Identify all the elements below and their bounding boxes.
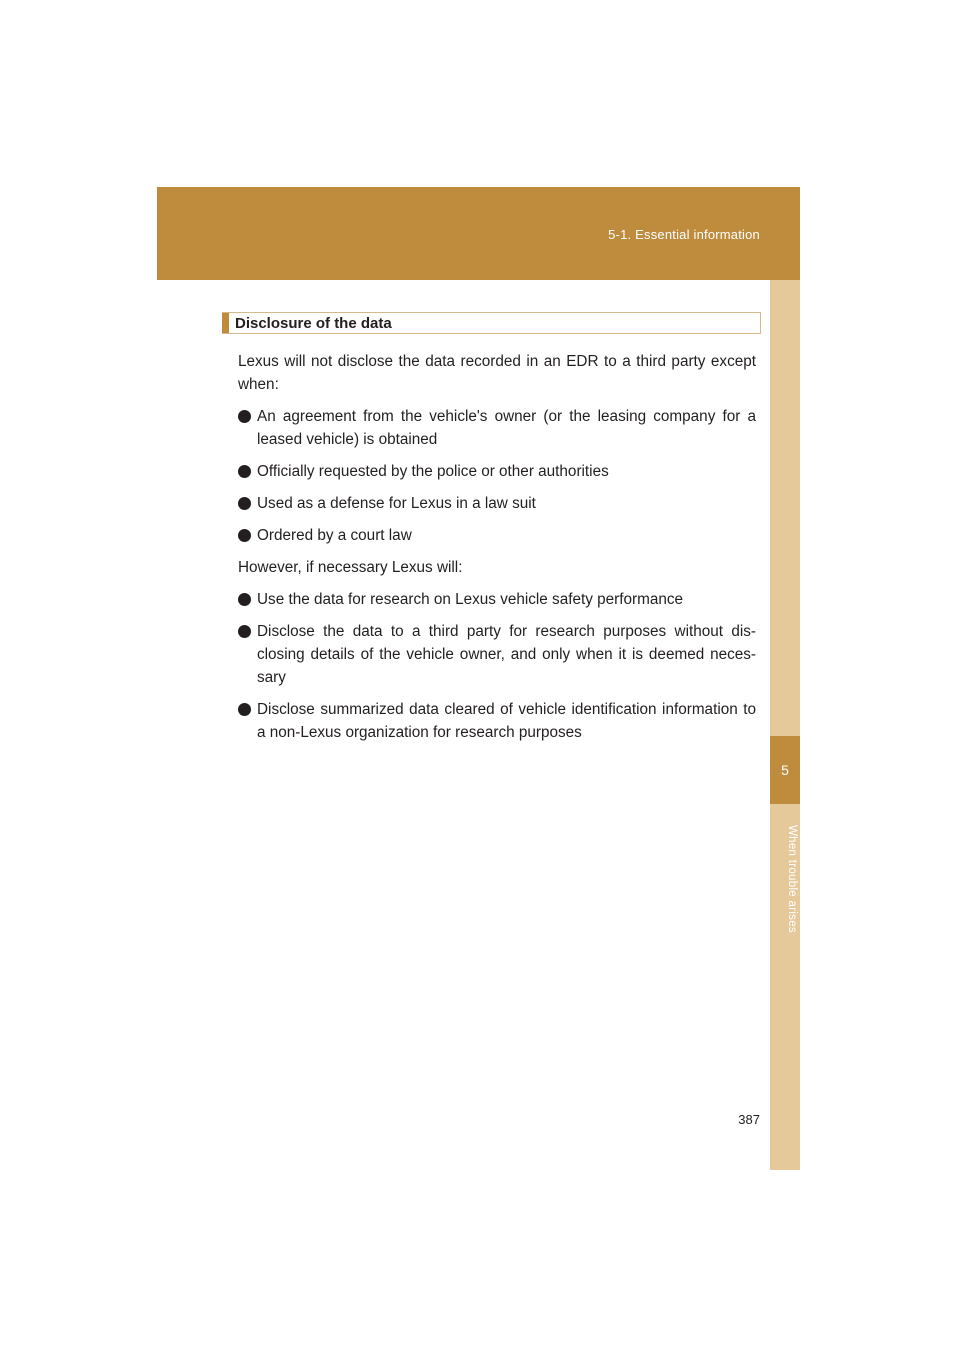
list-item-text: Use the data for research on Lexus vehicle safety performance [257, 591, 683, 608]
content-body [238, 350, 756, 753]
bullet-icon [238, 625, 251, 638]
heading-bar [222, 313, 229, 333]
intro-paragraph: Lexus will not disclose the data recorded in an EDR to a third party except when: [238, 353, 756, 393]
list-item [238, 524, 756, 547]
conditions-list [238, 405, 756, 547]
heading-text: Disclosure of the data [235, 314, 392, 332]
however-paragraph: However, if necessary Lexus will: [238, 559, 463, 576]
bullet-icon [238, 465, 251, 478]
chapter-title: When trouble arises [786, 825, 798, 933]
list-item [238, 620, 756, 689]
section-label: 5-1. Essential information [608, 227, 760, 242]
header-band [157, 187, 800, 280]
bullet-icon [238, 593, 251, 606]
list-item [238, 588, 756, 611]
list-item [238, 405, 756, 451]
list-item-text: Used as a defense for Lexus in a law suit [257, 495, 536, 512]
bullet-icon [238, 410, 251, 423]
section-heading [222, 312, 761, 334]
list-item-text: An agreement from the vehicle's owner (or the leasing company for a leased vehicle) is obtained [257, 408, 756, 448]
list-item-text: Disclose summarized data cleared of vehicle identification information to a non-Lexus organization for research purposes [257, 701, 756, 741]
list-item-text: Ordered by a court law [257, 527, 412, 544]
list-item [238, 492, 756, 515]
bullet-icon [238, 703, 251, 716]
actions-list [238, 588, 756, 744]
side-strip [770, 280, 800, 1170]
list-item [238, 460, 756, 483]
page-number: 387 [738, 1112, 760, 1127]
bullet-icon [238, 497, 251, 510]
list-item [238, 698, 756, 744]
list-item-text: Officially requested by the police or other authorities [257, 463, 609, 480]
chapter-tab [770, 736, 800, 804]
bullet-icon [238, 529, 251, 542]
list-item-text: Disclose the data to a third party for research purposes without dis-closing details of the vehicle owner, and only when it is deemed neces-sary [257, 623, 756, 686]
chapter-number: 5 [781, 762, 789, 778]
